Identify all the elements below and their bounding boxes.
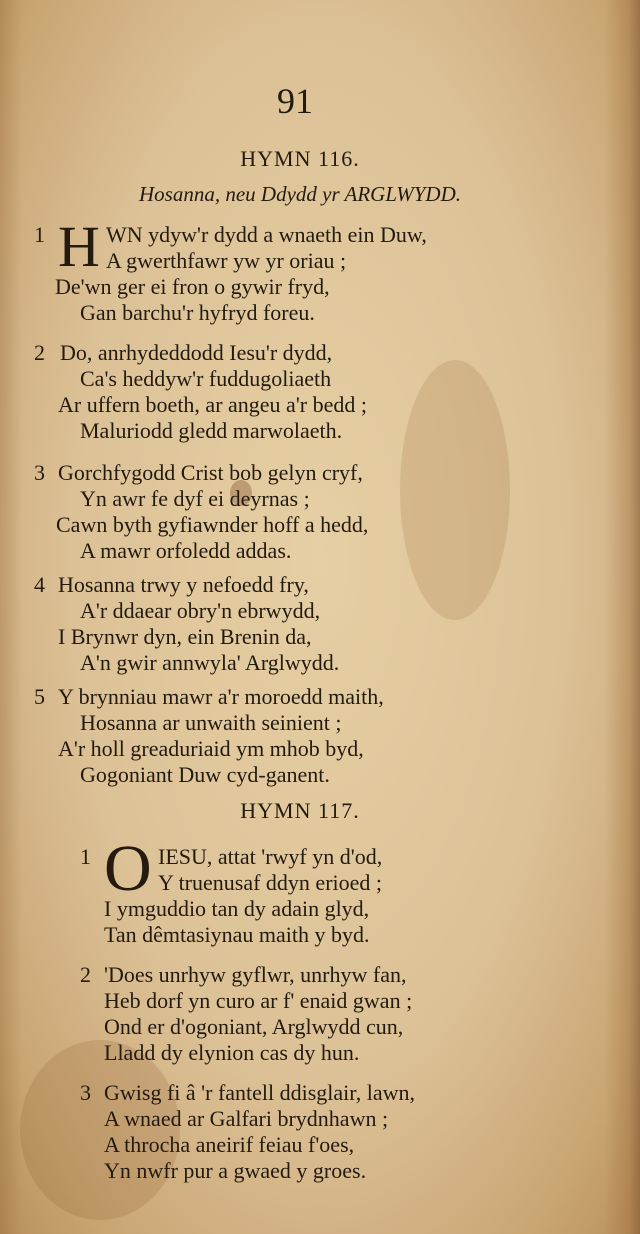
verse-line: A wnaed ar Galfari brydnhawn ; — [104, 1106, 389, 1131]
verse-line: Maluriodd gledd marwolaeth. — [80, 418, 343, 443]
verse-line: Y brynniau mawr a'r moroedd maith, — [58, 684, 384, 709]
verse-line: Yn nwfr pur a gwaed y groes. — [104, 1158, 367, 1183]
stanza-number: 2 — [34, 340, 45, 365]
verse-line: Heb dorf yn curo ar f' enaid gwan ; — [104, 988, 413, 1013]
verse-line: Ond er d'ogoniant, Arglwydd cun, — [104, 1014, 404, 1039]
stanza-number: 3 — [34, 460, 45, 485]
verse-line: Lladd dy elynion cas dy hun. — [104, 1040, 360, 1065]
verse-line: WN ydyw'r dydd a wnaeth ein Duw, — [106, 222, 427, 247]
verse-line: Tan dêmtasiynau maith y byd. — [104, 922, 370, 947]
stanza-number: 5 — [34, 684, 45, 709]
verse-line: A'n gwir annwyla' Arglwydd. — [80, 650, 340, 675]
verse-line: Cawn byth gyfiawnder hoff a hedd, — [56, 512, 369, 537]
stanza-number: 1 — [34, 222, 45, 247]
verse-line: A mawr orfoledd addas. — [80, 538, 292, 563]
hymn-title: HYMN 116. — [240, 146, 360, 171]
stanza-number: 4 — [34, 572, 45, 597]
page-edge-right — [604, 0, 640, 1234]
page-number: 91 — [277, 81, 313, 121]
stanza-number: 2 — [80, 962, 91, 987]
verse-line: De'wn ger ei fron o gywir fryd, — [55, 274, 330, 299]
verse-line: A'r ddaear obry'n ebrwydd, — [80, 598, 321, 623]
drop-cap: H — [58, 214, 100, 279]
verse-line: Gan barchu'r hyfryd foreu. — [80, 300, 315, 325]
hymn-title: HYMN 117. — [240, 798, 360, 823]
drop-cap: O — [104, 832, 152, 905]
hymn-subtitle: Hosanna, neu Ddydd yr ARGLWYDD. — [139, 182, 461, 206]
verse-line: Do, anrhydeddodd Iesu'r dydd, — [60, 340, 333, 365]
verse-line: A'r holl greaduriaid ym mhob byd, — [58, 736, 364, 761]
verse-line: A gwerthfawr yw yr oriau ; — [106, 248, 347, 273]
verse-line: Y truenusaf ddyn erioed ; — [158, 870, 383, 895]
verse-line: Ar uffern boeth, ar angeu a'r bedd ; — [58, 392, 367, 417]
stanza-number: 3 — [80, 1080, 91, 1105]
verse-line: 'Does unrhyw gyflwr, unrhyw fan, — [104, 962, 407, 987]
verse-line: I Brynwr dyn, ein Brenin da, — [58, 624, 312, 649]
verse-line: I ymguddio tan dy adain glyd, — [104, 896, 370, 921]
verse-line: Gwisg fi â 'r fantell ddisglair, lawn, — [104, 1080, 416, 1105]
verse-line: Gogoniant Duw cyd-ganent. — [80, 762, 330, 787]
verse-line: IESU, attat 'rwyf yn d'od, — [158, 844, 383, 869]
stanza-number: 1 — [80, 844, 91, 869]
verse-line: Ca's heddyw'r fuddugoliaeth — [80, 366, 332, 391]
verse-line: Hosanna trwy y nefoedd fry, — [58, 572, 309, 597]
verse-line: Gorchfygodd Crist bob gelyn cryf, — [58, 460, 363, 485]
verse-line: A throcha aneirif feiau f'oes, — [104, 1132, 355, 1157]
paper-stain — [400, 360, 510, 620]
verse-line: Yn awr fe dyf ei deyrnas ; — [80, 486, 310, 511]
verse-line: Hosanna ar unwaith seinient ; — [80, 710, 342, 735]
